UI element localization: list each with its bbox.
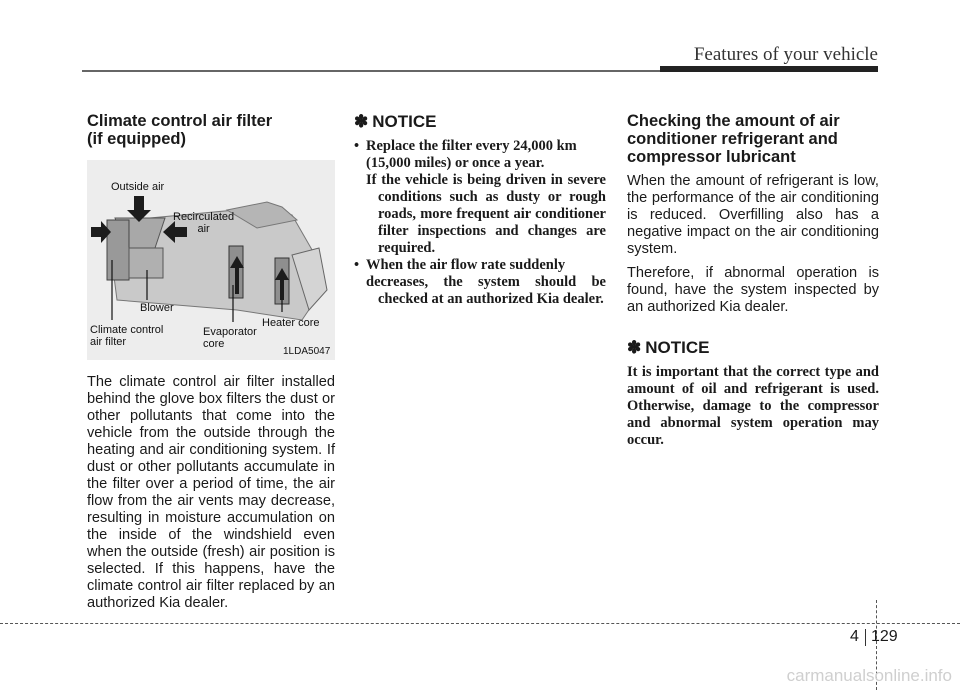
heading-line: (if equipped) <box>87 130 186 148</box>
notice-title: NOTICE <box>645 338 710 357</box>
column-right <box>627 112 879 449</box>
heading-line: Checking the amount of air <box>627 112 840 130</box>
label-recirculated-air <box>173 211 234 235</box>
label-blower: Blower <box>140 302 174 314</box>
footer-rule <box>0 623 960 624</box>
section-heading-air-filter <box>87 112 335 148</box>
header-rule <box>82 70 660 72</box>
notice-item-text: Replace the filter every 24,000 km <box>366 138 577 154</box>
inspection-paragraph: Therefore, if abnormal operation is found, have the system inspected by an authorized Kia dealer. <box>627 265 879 315</box>
notice-list <box>354 138 606 308</box>
notice-text: It is important that the correct type and amount of oil and refrigerant is used. Otherwise, damage to the compressor and abnormal system operation may occur. <box>627 364 879 448</box>
notice-item-text: decreases, the system should be checked at an authorized Kia dealer. <box>366 274 606 307</box>
column-left <box>87 112 335 612</box>
notice-item <box>354 138 606 257</box>
hvac-diagram <box>87 160 335 360</box>
section-heading-refrigerant <box>627 112 879 166</box>
notice-item-text: (15,000 miles) or once a year. <box>366 155 545 171</box>
page-separator <box>865 629 866 646</box>
label-line: air <box>197 223 210 235</box>
air-filter-paragraph: The climate control air filter installed behind the glove box filters the dust or other pollutants that come into the vehicle from the outside through the heating and air conditioning system. If dust or other pollutants accumulate in the filter over a period of time, the air flow from the air vents may decrease, resulting in moisture accumulation on the inside of the windshield even when the outside (fresh) air position is selected. If this happens, have the climate control air filter replaced by an authorized Kia dealer. <box>87 374 335 611</box>
label-line: Climate control <box>90 324 164 336</box>
watermark: carmanualsonline.info <box>786 666 952 685</box>
chapter-number: 4 <box>850 628 859 645</box>
bullet: • <box>354 138 360 154</box>
filter-box <box>107 220 129 280</box>
heading-line: compressor lubricant <box>627 148 796 166</box>
bullet: • <box>354 257 360 273</box>
blower-housing <box>129 248 163 278</box>
refrigerant-paragraph: When the amount of refrigerant is low, the performance of the air conditioning is reduced. Overfilling also has a negative impact on the air conditioning system. <box>627 173 879 257</box>
heading-line: Climate control air filter <box>87 112 273 130</box>
notice-item-text: If the vehicle is being driven in severe conditions such as dusty or rough roads, more frequent air conditioner filter inspections and changes are required. <box>366 172 606 256</box>
page-number: 129 <box>871 628 898 645</box>
label-line: Evaporator <box>203 326 257 338</box>
figure-code: 1LDA5047 <box>283 346 331 357</box>
column-middle <box>354 112 606 308</box>
label-line: core <box>203 338 225 350</box>
notice-icon: ✽ <box>354 112 369 131</box>
notice-heading <box>627 338 879 358</box>
notice-title: NOTICE <box>372 112 437 131</box>
label-outside-air: Outside air <box>111 181 165 193</box>
notice-icon: ✽ <box>627 338 642 357</box>
label-air-filter <box>90 324 163 348</box>
notice-item-text: When the air flow rate suddenly <box>366 257 566 273</box>
label-heater-core: Heater core <box>262 317 320 329</box>
header-title: Features of your vehicle <box>693 44 878 65</box>
heading-line: conditioner refrigerant and <box>627 130 838 148</box>
label-line: Recirculated <box>173 211 235 223</box>
notice-item <box>354 257 606 308</box>
header-bar <box>660 66 878 72</box>
notice-heading <box>354 112 606 132</box>
label-line: air filter <box>90 336 127 348</box>
label-evaporator-core <box>203 326 257 350</box>
